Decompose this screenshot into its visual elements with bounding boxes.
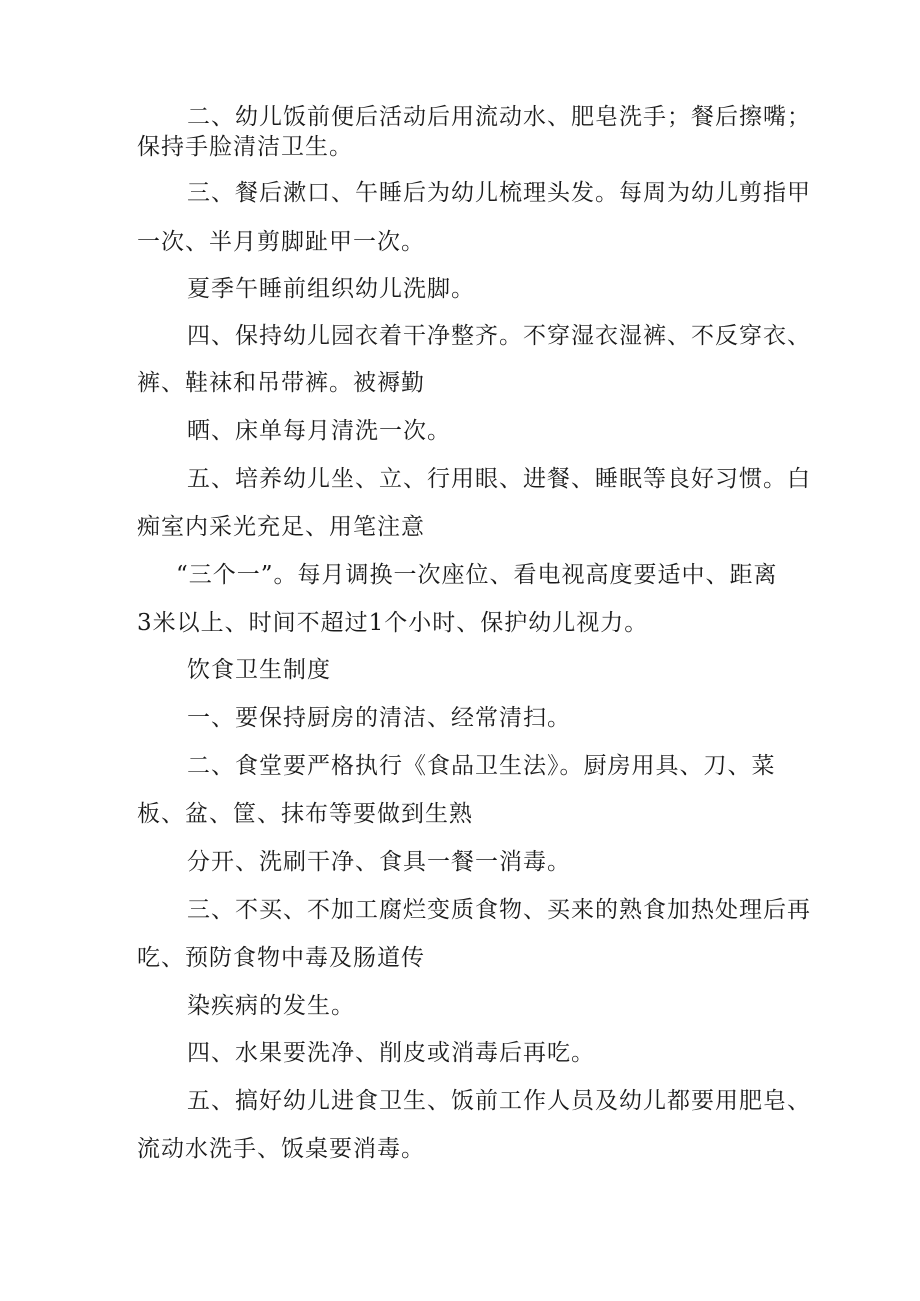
text-line: 四、保持幼儿园衣着干净整齐。不穿湿衣湿裤、不反穿衣、 <box>187 323 811 349</box>
text-line: 三、餐后漱口、午睡后为幼儿梳理头发。每周为幼儿剪指甲 <box>187 180 811 206</box>
text-line: 晒、床单每月清洗一次。 <box>187 418 451 444</box>
text-line: 裤、鞋袜和吊带裤。被褥勤 <box>137 370 425 396</box>
text-line: 夏季午睡前组织幼儿洗脚。 <box>187 276 475 302</box>
text-line: 分开、洗刷干净、食具一餐一消毒。 <box>187 849 571 875</box>
text-line: 流动水洗手、饭桌要消毒。 <box>137 1136 425 1162</box>
text-line: 四、水果要洗净、削皮或消毒后再吃。 <box>187 1040 595 1066</box>
text-line: “三个一”。每月调换一次座位、看电视高度要适中、距离 <box>176 562 778 588</box>
text-line: 五、培养幼儿坐、立、行用眼、进餐、睡眠等良好习惯。白 <box>187 466 811 492</box>
text-line: 3米以上、时间不超过1个小时、保护幼儿视力。 <box>137 610 649 636</box>
text-line: 染疾病的发生。 <box>187 993 355 1019</box>
text-line: 板、盆、筐、抹布等要做到生熟 <box>137 801 473 827</box>
text-line: 一、要保持厨房的清洁、经常清扫。 <box>187 705 571 731</box>
text-line: 吃、预防食物中毒及肠道传 <box>137 945 425 971</box>
text-line: 三、不买、不加工腐烂变质食物、买来的熟食加热处理后再 <box>187 897 811 923</box>
text-line: 保持手脸清洁卫生。 <box>137 134 353 160</box>
text-line: 二、幼儿饭前便后活动后用流动水、肥皂洗手；餐后擦嘴； <box>187 104 811 130</box>
text-line: 二、食堂要严格执行《食品卫生法》。厨房用具、刀、菜 <box>187 753 776 779</box>
text-line: 五、搞好幼儿进食卫生、饭前工作人员及幼儿都要用肥皂、 <box>187 1088 811 1114</box>
section-heading: 饮食卫生制度 <box>187 657 331 683</box>
text-line: 一次、半月剪脚趾甲一次。 <box>137 229 425 255</box>
text-line: 痴室内采光充足、用笔注意 <box>137 514 425 540</box>
